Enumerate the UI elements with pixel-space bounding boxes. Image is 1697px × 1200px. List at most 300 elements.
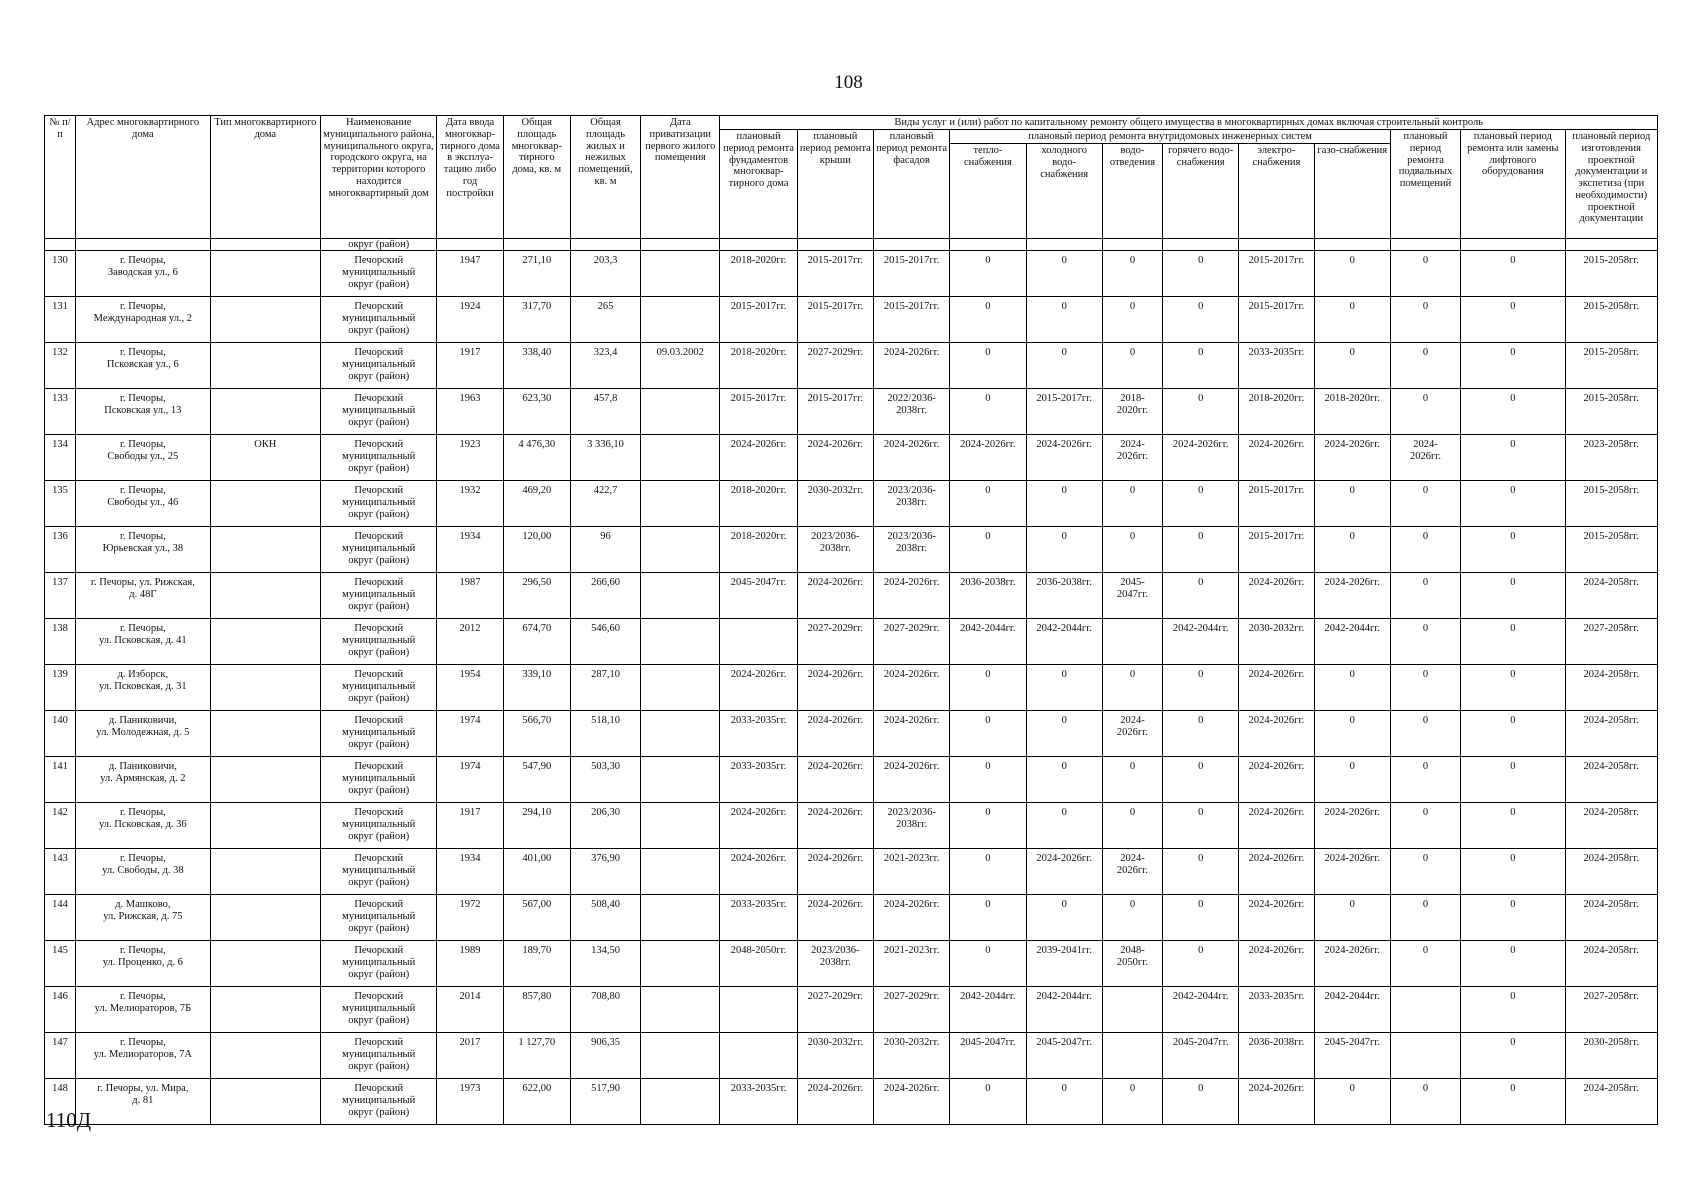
cell-elevator: 0 — [1461, 895, 1565, 941]
cell-roof: 2023/2036- 2038гг. — [797, 941, 873, 987]
cell-electric: 2018-2020гг. — [1239, 389, 1314, 435]
cell-residential-area: 96 — [570, 527, 640, 573]
header-works-group: Виды услуг и (или) работ по капитальному ремонту общего имущества в многоквартирных домах включая строительный контроль — [720, 116, 1658, 130]
cell-elevator: 0 — [1461, 297, 1565, 343]
table-row — [45, 297, 1658, 343]
cell-residential-area: 3 336,10 — [570, 435, 640, 481]
cell-residential-area: 266,60 — [570, 573, 640, 619]
cell-electric: 2024-2026гг. — [1239, 435, 1314, 481]
cell-roof: 2015-2017гг. — [797, 389, 873, 435]
cell-hot-water: 0 — [1163, 527, 1239, 573]
cell-sewer: 0 — [1102, 895, 1162, 941]
cell-municipality: Печорский муниципальный округ (район) — [321, 711, 437, 757]
cell-total-area: 857,80 — [503, 987, 570, 1033]
cell-type — [210, 665, 320, 711]
cell-foundation: 2033-2035гг. — [720, 757, 797, 803]
cell-heat: 0 — [950, 711, 1026, 757]
cell-roof: 2030-2032гг. — [797, 1033, 873, 1079]
cell-roof: 2024-2026гг. — [797, 711, 873, 757]
header-num: № п/п — [45, 116, 76, 239]
cell-num: 138 — [45, 619, 76, 665]
cell-electric: 2036-2038гг. — [1239, 1033, 1314, 1079]
cell-heat: 0 — [950, 757, 1026, 803]
cell-gas: 0 — [1314, 757, 1390, 803]
cell-residential-area: 376,90 — [570, 849, 640, 895]
cell-sewer: 0 — [1102, 757, 1162, 803]
cell-municipality: Печорский муниципальный округ (район) — [321, 1033, 437, 1079]
cell-year: 2017 — [437, 1033, 503, 1079]
cell-hot-water: 0 — [1163, 895, 1239, 941]
cell-electric: 2015-2017гг. — [1239, 251, 1314, 297]
table-row — [45, 987, 1658, 1033]
header-cold-water: холодного водо-снабжения — [1026, 144, 1102, 239]
cell-gas: 2018-2020гг. — [1314, 389, 1390, 435]
cell-hot-water: 0 — [1163, 297, 1239, 343]
cell-type — [210, 527, 320, 573]
cell-total-area: 339,10 — [503, 665, 570, 711]
cell-sewer: 0 — [1102, 251, 1162, 297]
cell-design: 2015-2058гг. — [1565, 297, 1658, 343]
cell-sewer — [1102, 619, 1162, 665]
cell-privatization-date — [641, 435, 720, 481]
cell-type — [210, 941, 320, 987]
cell-electric: 2024-2026гг. — [1239, 665, 1314, 711]
cell-privatization-date — [641, 849, 720, 895]
cell-gas: 0 — [1314, 895, 1390, 941]
cell-design: 2015-2058гг. — [1565, 343, 1658, 389]
cell-hot-water: 0 — [1163, 481, 1239, 527]
cell-sewer: 2045- 2047гг. — [1102, 573, 1162, 619]
cell-design: 2024-2058гг. — [1565, 895, 1658, 941]
cell-type — [210, 1033, 320, 1079]
cell-elevator: 0 — [1461, 573, 1565, 619]
cell-year: 2014 — [437, 987, 503, 1033]
table-header — [45, 116, 1658, 239]
cell-address: г. Печоры, ул. Псковская, д. 41 — [76, 619, 210, 665]
cell-electric: 2024-2026гг. — [1239, 941, 1314, 987]
cell-basement: 0 — [1390, 711, 1460, 757]
header-hot-water: горячего водо-снабжения — [1163, 144, 1239, 239]
cell-num: 131 — [45, 297, 76, 343]
cell-foundation — [720, 1033, 797, 1079]
cell-municipality: Печорский муниципальный округ (район) — [321, 527, 437, 573]
cell-total-area: 317,70 — [503, 297, 570, 343]
cell-heat: 2024-2026гг. — [950, 435, 1026, 481]
cell-year: 1923 — [437, 435, 503, 481]
cell-electric: 2024-2026гг. — [1239, 1079, 1314, 1125]
footer-code: 110Д — [46, 1108, 92, 1132]
cell-heat: 0 — [950, 803, 1026, 849]
cell-privatization-date — [641, 573, 720, 619]
cell-hot-water: 2042-2044гг. — [1163, 619, 1239, 665]
cell-foundation: 2024-2026гг. — [720, 665, 797, 711]
cell-facade: 2027-2029гг. — [873, 619, 949, 665]
cell-heat: 2045-2047гг. — [950, 1033, 1026, 1079]
cell-hot-water: 0 — [1163, 941, 1239, 987]
cell-address: г. Печоры, ул. Мелиораторов, 7Б — [76, 987, 210, 1033]
cell-cold-water: 0 — [1026, 803, 1102, 849]
cell-elevator: 0 — [1461, 1033, 1565, 1079]
cell-sewer: 2024- 2026гг. — [1102, 435, 1162, 481]
table-row — [45, 251, 1658, 297]
cell-year: 1947 — [437, 251, 503, 297]
cell-gas: 0 — [1314, 527, 1390, 573]
cell-electric: 2024-2026гг. — [1239, 757, 1314, 803]
cell-facade: 2024-2026гг. — [873, 665, 949, 711]
cell-facade: 2021-2023гг. — [873, 941, 949, 987]
cell-type — [210, 711, 320, 757]
cell-foundation: 2015-2017гг. — [720, 297, 797, 343]
cell-total-area: 547,90 — [503, 757, 570, 803]
cell-num: 148 — [45, 1079, 76, 1125]
cell-hot-water: 0 — [1163, 711, 1239, 757]
cell-electric: 2024-2026гг. — [1239, 849, 1314, 895]
cell-electric: 2033-2035гг. — [1239, 987, 1314, 1033]
cell-heat: 0 — [950, 849, 1026, 895]
cell-privatization-date — [641, 757, 720, 803]
cell-elevator: 0 — [1461, 389, 1565, 435]
cell-roof: 2024-2026гг. — [797, 895, 873, 941]
cell-address: д. Машково, ул. Рижская, д. 75 — [76, 895, 210, 941]
cell-num: 145 — [45, 941, 76, 987]
cell-design: 2024-2058гг. — [1565, 849, 1658, 895]
cell-basement: 0 — [1390, 941, 1460, 987]
cell-design: 2015-2058гг. — [1565, 251, 1658, 297]
cell-municipality: Печорский муниципальный округ (район) — [321, 941, 437, 987]
cell-type: ОКН — [210, 435, 320, 481]
cell-foundation: 2018-2020гг. — [720, 343, 797, 389]
cell-sewer: 2018- 2020гг. — [1102, 389, 1162, 435]
cell-basement: 0 — [1390, 619, 1460, 665]
cell-cold-water: 2036-2038гг. — [1026, 573, 1102, 619]
cell-total-area: 271,10 — [503, 251, 570, 297]
cell-hot-water: 0 — [1163, 1079, 1239, 1125]
cell-year: 1934 — [437, 527, 503, 573]
cell-type — [210, 481, 320, 527]
cell-total-area: 622,00 — [503, 1079, 570, 1125]
table-row — [45, 895, 1658, 941]
cell-facade: 2015-2017гг. — [873, 251, 949, 297]
cell-elevator: 0 — [1461, 757, 1565, 803]
cell-privatization-date — [641, 941, 720, 987]
cell-year: 1973 — [437, 1079, 503, 1125]
cell-cold-water: 2042-2044гг. — [1026, 987, 1102, 1033]
cell-privatization-date — [641, 251, 720, 297]
cell-municipality: Печорский муниципальный округ (район) — [321, 343, 437, 389]
cell-gas: 2024-2026гг. — [1314, 941, 1390, 987]
cell-elevator: 0 — [1461, 665, 1565, 711]
cell-hot-water: 2045-2047гг. — [1163, 1033, 1239, 1079]
cell-total-area: 338,40 — [503, 343, 570, 389]
cell-residential-area: 518,10 — [570, 711, 640, 757]
cell-gas: 0 — [1314, 481, 1390, 527]
cell-foundation: 2033-2035гг. — [720, 1079, 797, 1125]
cell-cold-water: 0 — [1026, 251, 1102, 297]
cell-type — [210, 389, 320, 435]
header-sewer: водо-отведения — [1102, 144, 1162, 239]
cell-municipality: Печорский муниципальный округ (район) — [321, 251, 437, 297]
cell-year: 1932 — [437, 481, 503, 527]
cell-privatization-date — [641, 1033, 720, 1079]
cell-facade: 2023/2036- 2038гг. — [873, 803, 949, 849]
table-row — [45, 619, 1658, 665]
cell-municipality: Печорский муниципальный округ (район) — [321, 297, 437, 343]
table-row — [45, 1079, 1658, 1125]
cell-residential-area: 457,8 — [570, 389, 640, 435]
page-number: 108 — [834, 72, 863, 93]
table-row — [45, 343, 1658, 389]
header-roof: плановый период ремонта крыши — [797, 130, 873, 239]
cell-sewer: 2024- 2026гг. — [1102, 711, 1162, 757]
cell-heat: 0 — [950, 665, 1026, 711]
cell-total-area: 294,10 — [503, 803, 570, 849]
cell-basement: 0 — [1390, 573, 1460, 619]
cell-municipality: Печорский муниципальный округ (район) — [321, 1079, 437, 1125]
cell-address: д. Паниковичи, ул. Молодежная, д. 5 — [76, 711, 210, 757]
table-body — [45, 239, 1658, 1125]
cell-basement: 0 — [1390, 803, 1460, 849]
cell-electric: 2030-2032гг. — [1239, 619, 1314, 665]
cell-facade: 2024-2026гг. — [873, 435, 949, 481]
cell-residential-area: 323,4 — [570, 343, 640, 389]
cell-residential-area: 422,7 — [570, 481, 640, 527]
header-systems-group: плановый период ремонта внутридомовых инженерных систем — [950, 130, 1391, 144]
cell-address: г. Печоры, ул. Свободы, д. 38 — [76, 849, 210, 895]
header-gas: газо-снабжения — [1314, 144, 1390, 239]
cell-design: 2024-2058гг. — [1565, 757, 1658, 803]
cell-address: г. Печоры, Свободы ул., 25 — [76, 435, 210, 481]
cell-municipality: Печорский муниципальный округ (район) — [321, 389, 437, 435]
cell-year: 1963 — [437, 389, 503, 435]
cell-gas: 2045-2047гг. — [1314, 1033, 1390, 1079]
cell-residential-area: 265 — [570, 297, 640, 343]
cell-privatization-date — [641, 527, 720, 573]
cell-electric: 2015-2017гг. — [1239, 481, 1314, 527]
cell-residential-area: 517,90 — [570, 1079, 640, 1125]
cell-residential-area: 546,60 — [570, 619, 640, 665]
cell-roof: 2024-2026гг. — [797, 849, 873, 895]
cell-municipality: Печорский муниципальный округ (район) — [321, 573, 437, 619]
cell-hot-water: 2024-2026гг. — [1163, 435, 1239, 481]
cell-year: 1924 — [437, 297, 503, 343]
header-privatization-date: Дата приватизации первого жилого помещения — [641, 116, 720, 239]
cell-total-area: 120,00 — [503, 527, 570, 573]
cell-electric: 2033-2035гг. — [1239, 343, 1314, 389]
cell-num: 143 — [45, 849, 76, 895]
cell-basement: 0 — [1390, 665, 1460, 711]
cell-address: д. Паниковичи, ул. Армянская, д. 2 — [76, 757, 210, 803]
cell-roof: 2024-2026гг. — [797, 757, 873, 803]
table-row — [45, 481, 1658, 527]
cell-elevator: 0 — [1461, 343, 1565, 389]
cell-facade: 2015-2017гг. — [873, 297, 949, 343]
cell-gas: 0 — [1314, 665, 1390, 711]
cell-gas: 0 — [1314, 1079, 1390, 1125]
cell-privatization-date — [641, 895, 720, 941]
header-total-area: Общая площадь многоквар-тирного дома, кв. м — [503, 116, 570, 239]
cell-roof: 2024-2026гг. — [797, 665, 873, 711]
cell-total-area: 567,00 — [503, 895, 570, 941]
continuation-text: округ (район) — [321, 239, 437, 251]
cell-roof: 2027-2029гг. — [797, 619, 873, 665]
cell-num: 134 — [45, 435, 76, 481]
cell-basement: 0 — [1390, 895, 1460, 941]
cell-cold-water: 0 — [1026, 895, 1102, 941]
cell-cold-water: 2039-2041гг. — [1026, 941, 1102, 987]
cell-electric: 2024-2026гг. — [1239, 711, 1314, 757]
cell-facade: 2030-2032гг. — [873, 1033, 949, 1079]
cell-municipality: Печорский муниципальный округ (район) — [321, 481, 437, 527]
cell-municipality: Печорский муниципальный округ (район) — [321, 619, 437, 665]
cell-num: 136 — [45, 527, 76, 573]
cell-facade: 2023/2036- 2038гг. — [873, 527, 949, 573]
cell-heat: 0 — [950, 297, 1026, 343]
cell-heat: 2042-2044гг. — [950, 987, 1026, 1033]
cell-type — [210, 251, 320, 297]
cell-elevator: 0 — [1461, 1079, 1565, 1125]
cell-elevator: 0 — [1461, 803, 1565, 849]
cell-hot-water: 0 — [1163, 849, 1239, 895]
cell-foundation: 2024-2026гг. — [720, 435, 797, 481]
cell-basement: 0 — [1390, 849, 1460, 895]
cell-cold-water: 2042-2044гг. — [1026, 619, 1102, 665]
cell-type — [210, 803, 320, 849]
cell-privatization-date — [641, 389, 720, 435]
cell-num: 133 — [45, 389, 76, 435]
cell-foundation: 2033-2035гг. — [720, 895, 797, 941]
cell-foundation: 2024-2026гг. — [720, 803, 797, 849]
cell-type — [210, 849, 320, 895]
header-heat: тепло-снабжения — [950, 144, 1026, 239]
cell-foundation: 2048-2050гг. — [720, 941, 797, 987]
cell-design: 2024-2058гг. — [1565, 665, 1658, 711]
cell-facade: 2023/2036- 2038гг. — [873, 481, 949, 527]
cell-cold-water: 0 — [1026, 665, 1102, 711]
cell-electric: 2024-2026гг. — [1239, 573, 1314, 619]
cell-gas: 2024-2026гг. — [1314, 849, 1390, 895]
cell-basement: 0 — [1390, 251, 1460, 297]
cell-residential-area: 134,50 — [570, 941, 640, 987]
table-row — [45, 711, 1658, 757]
cell-municipality: Печорский муниципальный округ (район) — [321, 757, 437, 803]
cell-cold-water: 0 — [1026, 1079, 1102, 1125]
cell-basement: 2024- 2026гг. — [1390, 435, 1460, 481]
cell-elevator: 0 — [1461, 619, 1565, 665]
cell-type — [210, 757, 320, 803]
cell-cold-water: 0 — [1026, 343, 1102, 389]
cell-total-area: 296,50 — [503, 573, 570, 619]
cell-municipality: Печорский муниципальный округ (район) — [321, 849, 437, 895]
cell-total-area: 1 127,70 — [503, 1033, 570, 1079]
cell-basement — [1390, 1033, 1460, 1079]
cell-hot-water: 0 — [1163, 573, 1239, 619]
cell-facade: 2022/2036- 2038гг. — [873, 389, 949, 435]
cell-residential-area: 206,30 — [570, 803, 640, 849]
cell-facade: 2024-2026гг. — [873, 895, 949, 941]
cell-elevator: 0 — [1461, 435, 1565, 481]
cell-num: 141 — [45, 757, 76, 803]
cell-residential-area: 708,80 — [570, 987, 640, 1033]
cell-address: г. Печоры, Псковская ул., 6 — [76, 343, 210, 389]
cell-year: 1989 — [437, 941, 503, 987]
cell-total-area: 189,70 — [503, 941, 570, 987]
cell-year: 1987 — [437, 573, 503, 619]
cell-address: г. Печоры, Международная ул., 2 — [76, 297, 210, 343]
cell-num: 140 — [45, 711, 76, 757]
cell-foundation: 2024-2026гг. — [720, 849, 797, 895]
cell-cold-water: 2045-2047гг. — [1026, 1033, 1102, 1079]
cell-design: 2024-2058гг. — [1565, 941, 1658, 987]
cell-gas: 0 — [1314, 297, 1390, 343]
capital-repair-table — [44, 115, 1658, 1125]
cell-design: 2024-2058гг. — [1565, 711, 1658, 757]
cell-design: 2015-2058гг. — [1565, 527, 1658, 573]
cell-year: 1934 — [437, 849, 503, 895]
cell-hot-water: 0 — [1163, 343, 1239, 389]
cell-municipality: Печорский муниципальный округ (район) — [321, 803, 437, 849]
header-address: Адрес многоквартирного дома — [76, 116, 210, 239]
cell-basement: 0 — [1390, 1079, 1460, 1125]
cell-sewer: 2024- 2026гг. — [1102, 849, 1162, 895]
cell-elevator: 0 — [1461, 987, 1565, 1033]
header-facade: плановый период ремонта фасадов — [873, 130, 949, 239]
cell-year: 1974 — [437, 711, 503, 757]
cell-heat: 0 — [950, 251, 1026, 297]
cell-type — [210, 619, 320, 665]
cell-design: 2030-2058гг. — [1565, 1033, 1658, 1079]
table-row — [45, 849, 1658, 895]
cell-address: г. Печоры, Свободы ул., 46 — [76, 481, 210, 527]
cell-basement: 0 — [1390, 757, 1460, 803]
cell-address: г. Печоры, Заводская ул., 6 — [76, 251, 210, 297]
cell-design: 2024-2058гг. — [1565, 573, 1658, 619]
cell-roof: 2024-2026гг. — [797, 435, 873, 481]
cell-privatization-date — [641, 987, 720, 1033]
cell-num: 139 — [45, 665, 76, 711]
cell-heat: 2042-2044гг. — [950, 619, 1026, 665]
table-row — [45, 665, 1658, 711]
cell-gas: 0 — [1314, 343, 1390, 389]
cell-foundation: 2015-2017гг. — [720, 389, 797, 435]
cell-municipality: Печорский муниципальный округ (район) — [321, 895, 437, 941]
cell-hot-water: 0 — [1163, 665, 1239, 711]
table-row — [45, 573, 1658, 619]
cell-elevator: 0 — [1461, 711, 1565, 757]
cell-roof: 2024-2026гг. — [797, 573, 873, 619]
cell-sewer — [1102, 987, 1162, 1033]
cell-gas: 2024-2026гг. — [1314, 573, 1390, 619]
cell-elevator: 0 — [1461, 527, 1565, 573]
cell-cold-water: 0 — [1026, 527, 1102, 573]
cell-privatization-date — [641, 711, 720, 757]
header-electric: электро-снабжения — [1239, 144, 1314, 239]
cell-address: г. Печоры, ул. Мира, д. 81 — [76, 1079, 210, 1125]
cell-sewer: 0 — [1102, 527, 1162, 573]
cell-num: 137 — [45, 573, 76, 619]
cell-num: 142 — [45, 803, 76, 849]
cell-sewer: 0 — [1102, 343, 1162, 389]
cell-cold-water: 2015-2017гг. — [1026, 389, 1102, 435]
cell-privatization-date — [641, 665, 720, 711]
cell-sewer: 0 — [1102, 1079, 1162, 1125]
cell-total-area: 401,00 — [503, 849, 570, 895]
cell-address: г. Печоры, ул. Псковская, д. 36 — [76, 803, 210, 849]
cell-foundation: 2045-2047гг. — [720, 573, 797, 619]
cell-type — [210, 895, 320, 941]
cell-electric: 2015-2017гг. — [1239, 297, 1314, 343]
cell-hot-water: 0 — [1163, 757, 1239, 803]
cell-address: г. Печоры, ул. Проценко, д. 6 — [76, 941, 210, 987]
